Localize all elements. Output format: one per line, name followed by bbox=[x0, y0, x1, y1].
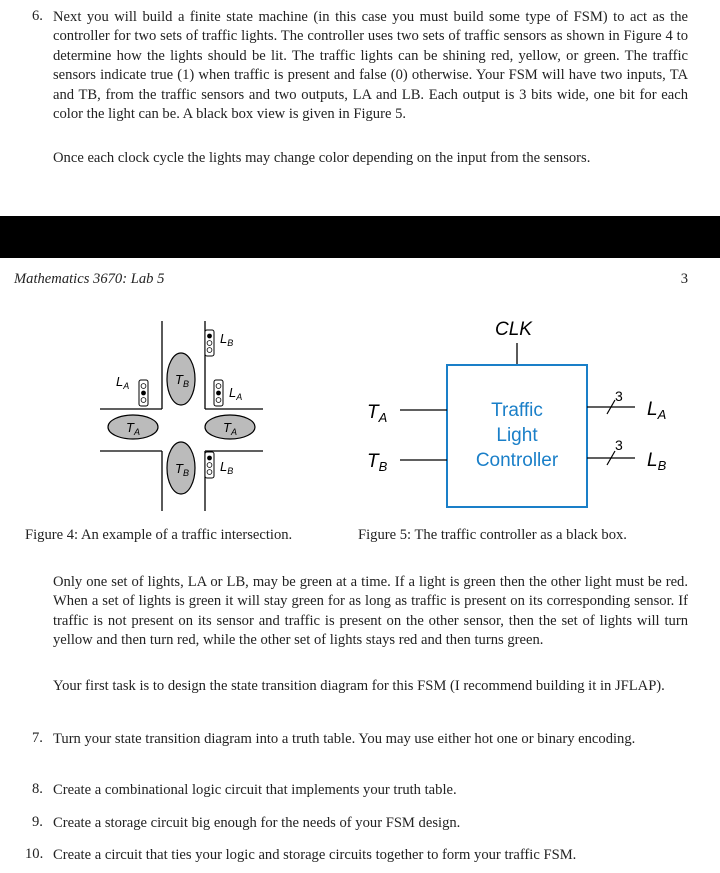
box-line-1: Traffic bbox=[491, 400, 543, 421]
bus-width-la: 3 bbox=[615, 388, 623, 404]
light-la-left-label: $L_A$ bbox=[116, 374, 130, 391]
item-7-text: Turn your state transition diagram into a truth table. You may use either hot one or binary encoding. bbox=[53, 731, 636, 747]
output-lb-label: $L_B$ bbox=[647, 450, 667, 473]
figure-5-caption: Figure 5: The traffic controller as a black box. bbox=[358, 527, 627, 543]
input-ta-label: $T_A$ bbox=[367, 402, 388, 425]
light-lb-top-label: $L_B$ bbox=[220, 331, 234, 348]
item-9-text: Create a storage circuit big enough for the needs of your FSM design. bbox=[53, 815, 461, 831]
item-6-number: 6. bbox=[32, 8, 43, 24]
input-tb-label: $T_B$ bbox=[367, 451, 388, 474]
box-line-3: Controller bbox=[475, 450, 559, 471]
figure-4-caption: Figure 4: An example of a traffic intersection. bbox=[25, 527, 293, 543]
item-10-text: Create a circuit that ties your logic and storage circuits together to form your traffic FSM. bbox=[53, 847, 577, 863]
bus-width-lb: 3 bbox=[615, 437, 623, 453]
sensor-tb-top-label: $T_B$ bbox=[175, 372, 189, 389]
figure-4-intersection bbox=[95, 316, 270, 516]
clk-label: CLK bbox=[495, 319, 532, 340]
box-line-2: Light bbox=[496, 425, 538, 446]
figure-5-black-box bbox=[355, 310, 700, 515]
sensor-ta-left-label: $T_A$ bbox=[126, 420, 140, 437]
item-8-text: Create a combinational logic circuit that implements your truth table. bbox=[53, 782, 457, 798]
output-la-label: $L_A$ bbox=[647, 399, 667, 422]
para-green-rule: Only one set of lights, LA or LB, may be green at a time. If a light is green then the other light must be red. When a set of lights is green it will stay green for as long as traffic is present on its corresponding sensor. If traffic is not present on its sensor and traffic is present on the other sensor, then the set of lights will turn yellow and then turn red, while the other set of lights stays red and then turns green. bbox=[53, 574, 688, 649]
para-first-task: Your first task is to design the state transition diagram for this FSM (I recommend building it in JFLAP). bbox=[53, 678, 665, 694]
light-lb-bottom-label: $L_B$ bbox=[220, 459, 234, 476]
item-10-number: 10. bbox=[25, 846, 44, 862]
item-8-number: 8. bbox=[32, 781, 43, 797]
page-header-title: Mathematics 3670: Lab 5 bbox=[14, 271, 165, 287]
page-number: 3 bbox=[680, 271, 688, 287]
light-la-right-label: $L_A$ bbox=[229, 385, 243, 402]
item-6-text2: Once each clock cycle the lights may change color depending on the input from the sensors. bbox=[53, 150, 591, 166]
sensor-tb-bottom-label: $T_B$ bbox=[175, 461, 189, 478]
page-break-bar bbox=[0, 216, 720, 258]
item-9-number: 9. bbox=[32, 814, 43, 830]
item-6-text: Next you will build a finite state machine (in this case you must build some type of FSM) to act as the controller for two sets of traffic lights. The controller uses two sets of traffic sensors as shown in Figure 4 to determine how the lights should be lit. The traffic lights can be shining red, yellow, or green. The traffic sensors indicate true (1) when traffic is present and false (0) otherwise. Your FSM will have two inputs, TA and TB, from the traffic sensors and two outputs, LA and LB. Each output is 3 bits wide, one bit for each color the light can be. A black box view is given in Figure 5. bbox=[53, 9, 688, 123]
item-7-number: 7. bbox=[32, 730, 43, 746]
sensor-ta-right-label: $T_A$ bbox=[223, 420, 237, 437]
